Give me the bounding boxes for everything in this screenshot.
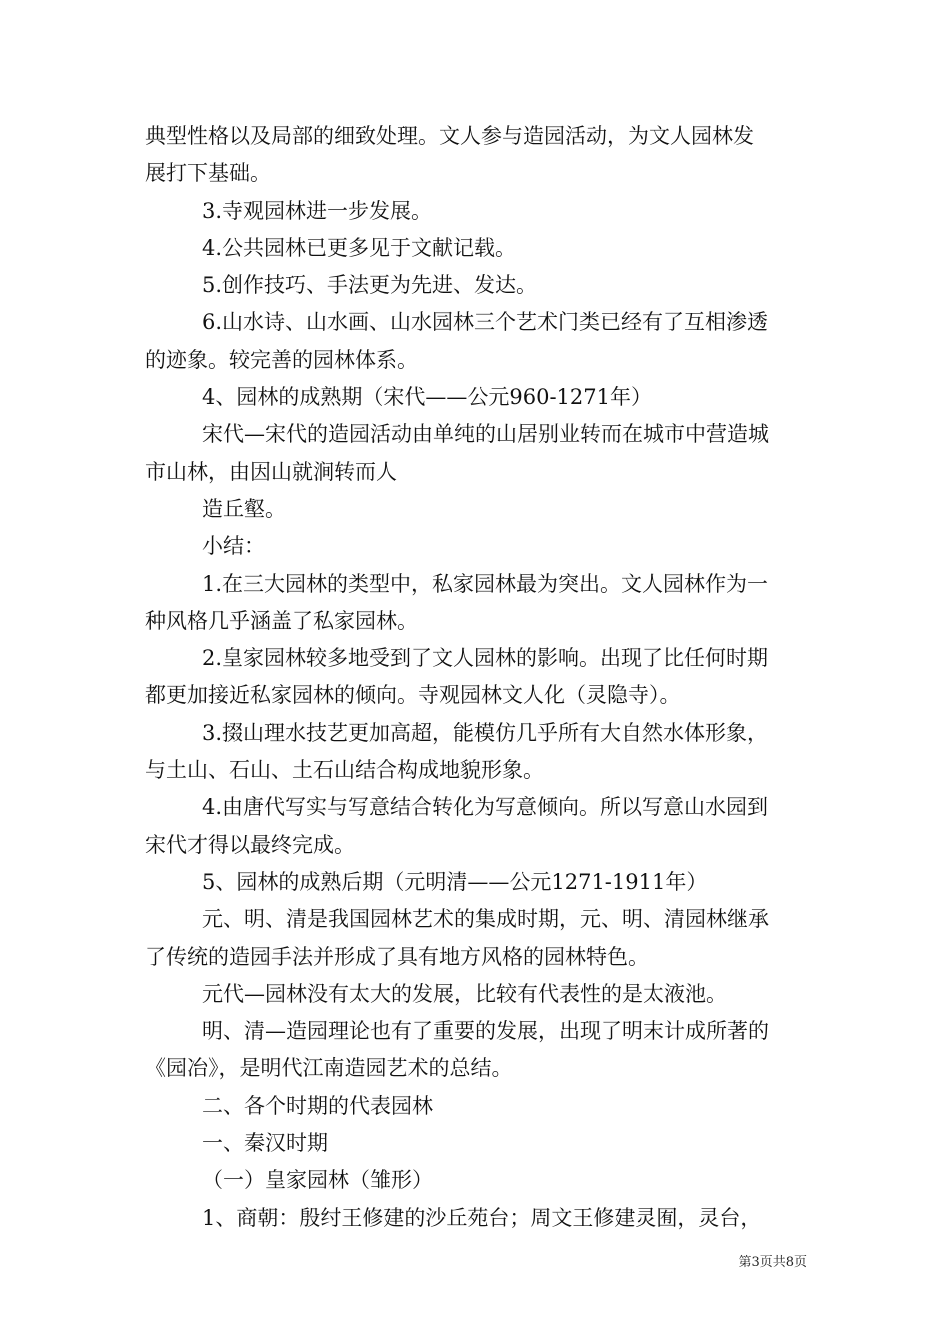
- text-line: 宋代才得以最终完成。: [145, 832, 355, 857]
- text-line: 种风格几乎涵盖了私家园林。: [145, 608, 418, 633]
- text-line: 元代—园林没有太大的发展，比较有代表性的是太液池。: [202, 981, 727, 1006]
- text-line: 3.寺观园林进一步发展。: [202, 198, 433, 223]
- text-line: 3.掇山理水技艺更加高超，能模仿几乎所有大自然水体形象，: [202, 720, 769, 745]
- text-line: 5.创作技巧、手法更为先进、发达。: [202, 273, 538, 298]
- text-line: 了传统的造园手法并形成了具有地方风格的园林特色。: [145, 944, 649, 969]
- page-number: 第3页共8页: [738, 1255, 807, 1270]
- text-line: 小结：: [202, 534, 265, 559]
- text-line: 《园冶》，是明代江南造园艺术的总结。: [145, 1056, 513, 1081]
- document-body: [145, 118, 807, 1237]
- text-line: 二、各个时期的代表园林: [202, 1093, 433, 1118]
- text-line: 典型性格以及局部的细致处理。文人参与造园活动，为文人园林发: [145, 124, 754, 148]
- text-line: 元、明、清是我国园林艺术的集成时期，元、明、清园林继承: [202, 907, 769, 932]
- text-line: 6.山水诗、山水画、山水园林三个艺术门类已经有了互相渗透: [202, 310, 769, 335]
- text-line: 的迹象。较完善的园林体系。: [145, 347, 418, 372]
- text-line: 一、秦汉时期: [202, 1131, 328, 1156]
- text-line: 1、商朝：殷纣王修建的沙丘苑台；周文王修建灵囿，灵台，: [202, 1205, 762, 1230]
- text-line: 展打下基础。: [145, 161, 271, 186]
- text-line: 4.公共园林已更多见于文献记载。: [202, 235, 517, 260]
- text-line: 2.皇家园林较多地受到了文人园林的影响。出现了比任何时期: [202, 646, 769, 671]
- text-line: 5、园林的成熟后期（元明清——公元1271-1911年）: [202, 869, 708, 894]
- text-line: 4、园林的成熟期（宋代——公元960-1271年）: [202, 385, 652, 410]
- text-line: 市山林，由因山就涧转而人: [145, 459, 397, 484]
- text-line: 明、清—造园理论也有了重要的发展，出现了明末计成所著的: [202, 1019, 769, 1044]
- text-line: 与土山、石山、土石山结合构成地貌形象。: [145, 758, 544, 783]
- text-line: 宋代—宋代的造园活动由单纯的山居别业转而在城市中营造城: [202, 422, 769, 447]
- text-line: （一）皇家园林（雏形）: [202, 1168, 433, 1193]
- text-line: 1.在三大园林的类型中，私家园林最为突出。文人园林作为一: [202, 571, 769, 596]
- text-line: 造丘壑。: [202, 496, 286, 521]
- text-line: 4.由唐代写实与写意结合转化为写意倾向。所以写意山水园到: [202, 795, 769, 820]
- text-line: 都更加接近私家园林的倾向。寺观园林文人化（灵隐寺）。: [145, 683, 681, 708]
